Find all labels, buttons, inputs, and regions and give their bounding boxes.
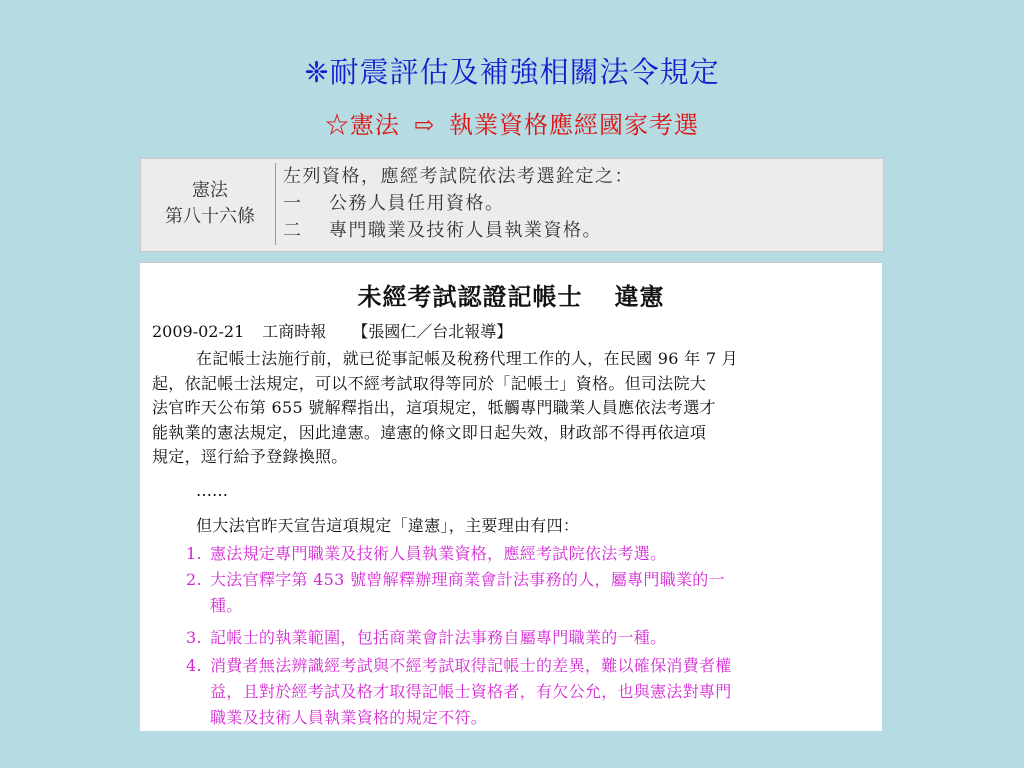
paragraph-line: 法官昨天公布第 655 號解釋指出，這項規定，牴觸專門職業人員應依法考選才: [152, 398, 716, 417]
article-ellipsis: ……: [196, 481, 228, 500]
reason-line: 大法官釋字第 453 號曾解釋辦理商業會計法事務的人，屬專門職業的一: [210, 570, 725, 589]
reason-item: [186, 625, 876, 651]
article-text-content: 公務人員任用資格。: [329, 193, 505, 214]
constitution-article-table: [140, 158, 884, 252]
article-name-line2: 第八十六條: [165, 206, 255, 227]
article-source: 工商時報: [262, 322, 327, 341]
reason-line: 記帳士的執業範圍，包括商業會計法事務自屬專門職業的一種。: [210, 628, 667, 647]
headline-verdict: 違憲: [614, 282, 665, 311]
headline-main: 未經考試認證記帳士: [357, 282, 583, 311]
reason-number: 2.: [186, 570, 202, 589]
subtitle-constitution: ☆憲法: [324, 111, 400, 139]
reason-number: 3.: [186, 628, 202, 647]
article-name-line1: 憲法: [192, 180, 228, 201]
reason-item: [186, 541, 876, 567]
article-text-content: 專門職業及技術人員執業資格。: [329, 220, 602, 241]
article-text-line: [283, 163, 879, 190]
reasons-list: [186, 541, 876, 731]
article-date: 2009-02-21: [152, 322, 245, 341]
article-headline: [140, 277, 882, 312]
article-text-cell: [283, 163, 879, 244]
reason-text: [210, 541, 666, 567]
reasons-intro: 但大法官昨天宣告這項規定「違憲」，主要理由有四：: [196, 516, 580, 535]
reason-number: 4.: [186, 656, 202, 675]
paragraph-line: 能執業的憲法規定，因此違憲。違憲的條文即日起失效，財政部不得再依這項: [152, 422, 707, 442]
reason-line: 職業及技術人員執業資格的規定不符。: [210, 708, 488, 727]
article-author: 【張國仁／台北報導】: [352, 322, 513, 341]
article-item-number: 二: [283, 220, 303, 241]
paragraph-line: 起，依記帳士法規定，可以不經考試取得等同於「記帳士」資格。但司法院大: [152, 373, 707, 393]
reason-line: 消費者無法辨識經考試與不經考試取得記帳士的差異，難以確保消費者權: [210, 656, 732, 675]
right-arrow-icon: ⇨: [413, 111, 436, 139]
reason-number: 1.: [186, 544, 202, 563]
reason-line: 益，且對於經考試及格才取得記帳士資格者，有欠公允，也與憲法對專門: [210, 682, 732, 701]
slide-title: ❈耐震評估及補強相關法令規定: [304, 55, 720, 89]
subtitle-qualification: 執業資格應經國家考選: [449, 111, 700, 139]
article-item-number: 一: [283, 193, 303, 214]
reason-line: 憲法規定專門職業及技術人員執業資格，應經考試院依法考選。: [210, 544, 667, 563]
article-text-line: [283, 190, 879, 217]
article-text-content: 左列資格，應經考試院依法考選銓定之：: [283, 166, 634, 187]
slide-subtitle: [0, 105, 1024, 140]
reason-text: [210, 625, 666, 651]
reason-text: [210, 653, 732, 731]
reason-item: [186, 653, 876, 731]
article-paragraph: [152, 347, 868, 470]
reason-item: [186, 567, 876, 619]
reason-line: 種。: [210, 596, 243, 615]
reason-text: [210, 567, 725, 619]
article-byline: [152, 319, 512, 342]
paragraph-line: 在記帳士法施行前，就已從事記帳及稅務代理工作的人，在民國 96 年 7 月: [196, 349, 738, 368]
article-text-line: [283, 217, 879, 244]
news-article: [140, 262, 882, 731]
article-name-cell: [145, 163, 276, 245]
paragraph-line: 規定，逕行給予登錄換照。: [152, 447, 348, 466]
